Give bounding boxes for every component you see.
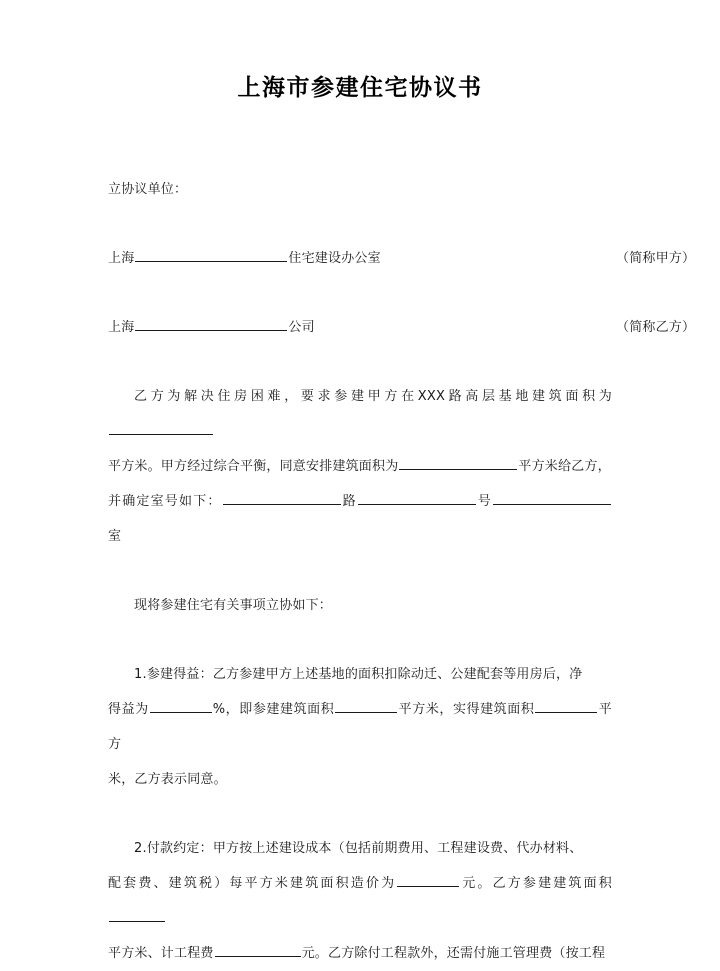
spacer	[108, 554, 612, 588]
recital-line-1-text: 乙方为解决住房困难，要求参建甲方在XXX路高层基地建筑面积为	[134, 388, 612, 404]
recital-line-3-text-c: 号	[476, 493, 492, 509]
clause-2	[108, 831, 612, 971]
spacer	[108, 276, 612, 310]
clause-2-number: 2.	[134, 840, 147, 856]
spacer	[108, 104, 612, 138]
party-a-prefix: 上海	[108, 250, 135, 266]
spacer	[108, 207, 612, 241]
party-b-alias: （简称乙方）	[616, 319, 696, 335]
clause-1-number: 1.	[134, 666, 147, 682]
clause-1-line-2-text-a: 得益为	[108, 701, 149, 717]
clause-2-line-3-text-b: 元。乙方除付工程款外，还需付施工管理费（按工程	[301, 945, 606, 961]
clause-1-line-2-text-d: 平方	[108, 701, 612, 752]
recital-line-3-text-d: 室	[108, 528, 122, 544]
clause-2-line-3	[108, 936, 612, 971]
clause-2-heading: 付款约定：	[146, 840, 213, 856]
clause-2-line-2-text-b: 元。乙方参建建筑面积	[460, 875, 612, 891]
clause-1-percent-blank[interactable]	[150, 697, 212, 713]
recital-area-blank-1[interactable]	[109, 419, 213, 435]
spacer	[108, 623, 612, 657]
page-title: 上海市参建住宅协议书	[237, 75, 483, 101]
clause-2-line-1-body: 甲方按上述建设成本（包括前期费用、工程建设费、代办材料、	[212, 840, 583, 856]
clause-1-built-area-blank[interactable]	[335, 697, 397, 713]
recital-line-3-text-b: 路	[341, 493, 357, 509]
preamble-label: 立协议单位：	[108, 181, 188, 197]
party-a-name-blank[interactable]	[135, 246, 287, 262]
clause-2-line-3-text-a: 平方米、计工程费	[108, 945, 214, 961]
agreement-intro: 现将参建住宅有关事项立协如下：	[134, 597, 333, 613]
room-road-blank[interactable]	[223, 489, 341, 505]
recital-paragraph	[108, 379, 612, 554]
party-b-prefix: 上海	[108, 319, 135, 335]
recital-line-2-text-a: 平方米。甲方经过综合平衡，同意安排建筑面积为	[108, 458, 399, 474]
recital-line-3-text-a: 并确定室号如下：	[108, 493, 222, 509]
clause-1	[108, 657, 612, 797]
party-b-suffix: 公司	[288, 319, 315, 335]
clause-1-line-1	[108, 657, 612, 692]
clause-2-line-1	[108, 831, 612, 866]
party-row-b	[108, 310, 696, 345]
recital-line-3	[108, 484, 612, 554]
recital-line-2	[108, 449, 612, 484]
clause-2-line-2-text-a: 配套费、建筑税）每平方米建筑面积造价为	[108, 875, 397, 891]
clause-1-line-2	[108, 692, 612, 762]
clause-1-line-2-text-b: %，即参建建筑面积	[212, 701, 335, 717]
clause-2-line-2	[108, 866, 612, 936]
clause-1-line-1-body: 乙方参建甲方上述基地的面积扣除动迁、公建配套等用房后，净	[212, 666, 583, 682]
recital-area-blank-2[interactable]	[399, 454, 517, 470]
party-row-a	[108, 241, 696, 276]
clause-2-fee-blank[interactable]	[215, 941, 301, 957]
clause-1-line-3: 米，乙方表示同意。	[108, 771, 227, 787]
clause-1-line-2-text-c: 平方米，实得建筑面积	[398, 701, 535, 717]
clause-2-area-blank[interactable]	[109, 906, 165, 922]
party-a-alias: （简称甲方）	[616, 250, 696, 266]
party-a-suffix: 住宅建设办公室	[288, 250, 381, 266]
spacer	[108, 345, 612, 379]
room-unit-blank[interactable]	[493, 489, 611, 505]
clause-1-heading: 参建得益：	[146, 666, 213, 682]
spacer	[108, 797, 612, 831]
room-number-blank[interactable]	[358, 489, 476, 505]
recital-line-2-text-b: 平方米给乙方，	[518, 458, 611, 474]
party-b-name-blank[interactable]	[135, 315, 287, 331]
clause-1-actual-area-blank[interactable]	[535, 697, 597, 713]
clause-2-unit-price-blank[interactable]	[397, 871, 459, 887]
recital-line-1	[108, 379, 612, 449]
